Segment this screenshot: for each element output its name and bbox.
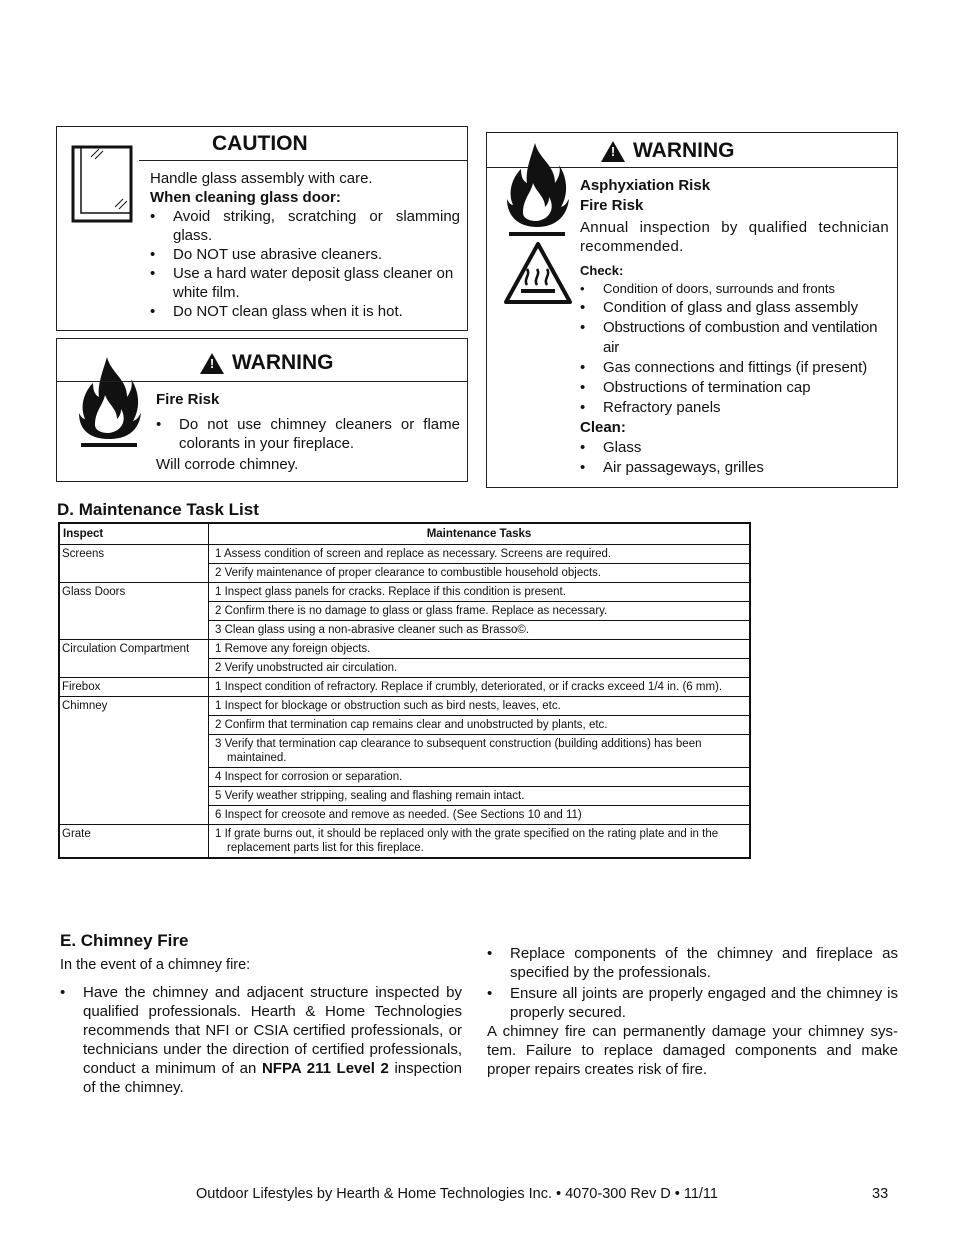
flame-icon [505,141,569,239]
table-header-row [59,523,750,545]
list-item: • Obstructions of termination cap [580,378,889,398]
list-item: • Refractory panels [580,398,889,418]
list-item [60,983,462,1097]
table-cell-task: 3 Verify that termination cap clearance to subsequent construction (building additions) has been maintained. [209,735,751,768]
warning-title-left [200,351,334,375]
flame-icon [77,355,141,449]
list-item: • Glass [580,438,889,458]
caution-divider [139,160,467,161]
table-cell-task: 1 If grate burns out, it should be replaced only with the grate specified on the rating plate and in the replacement parts list for this fireplace. [209,825,751,859]
table-cell-category: Glass Doors [59,583,209,640]
check-list [580,279,889,418]
fire-risk-label: Fire Risk [580,197,644,214]
list-item: • Gas connections and fittings (if present) [580,358,889,378]
column-header-inspect: Inspect [59,523,209,545]
list-item: • Avoid striking, scratching or slamming glass. [150,207,460,245]
table-row [59,697,750,716]
list-item: • Ensure all joints are properly engaged and the chimney is properly secured. [487,984,898,1022]
section-d-title: D. Maintenance Task List [57,500,259,519]
table-cell-category: Circulation Compartment [59,640,209,678]
clean-label: Clean: [580,419,626,436]
caution-body [150,169,460,321]
check-label: Check: [580,263,624,278]
table-row [59,825,750,859]
table-cell-category: Screens [59,545,209,583]
warning-title-right [601,139,735,163]
warning-box-inspection [486,132,898,488]
table-cell-task: 2 Verify unobstructed air circulation. [209,659,751,678]
list-item: • Use a hard water deposit glass cleaner on white film. [150,264,460,302]
table-cell-category: Grate [59,825,209,859]
list-item: • Condition of doors, surrounds and fronts [580,279,889,298]
table-cell-category: Firebox [59,678,209,697]
table-cell-task: 2 Confirm that termination cap remains clear and unobstructed by plants, etc. [209,716,751,735]
list-item: • Condition of glass and glass assembly [580,298,889,318]
table-cell-task: 1 Remove any foreign objects. [209,640,751,659]
list-item: • Do not use chimney cleaners or flame colorants in your fireplace. [156,415,460,453]
alert-icon: ! [601,141,625,162]
warning-left-body [156,390,460,474]
chimney-fire-list-right [487,944,898,1022]
table-cell-category: Chimney [59,697,209,825]
caution-line: Handle glass assembly with care. [150,170,373,187]
clean-list [580,438,889,478]
footer-text: Outdoor Lifestyles by Hearth & Home Technologies Inc. • 4070-300 Rev D • 11/11 [196,1186,718,1202]
caution-subhead: When cleaning glass door: [150,189,341,206]
table-row [59,640,750,659]
page-number: 33 [872,1186,889,1202]
warning-label: WARNING [633,139,735,162]
asphyxiation-risk-label: Asphyxiation Risk [580,177,711,194]
warning-box-fire [56,338,468,482]
list-item: • Do NOT clean glass when it is hot. [150,302,460,321]
nfpa-bold-text: NFPA 211 Level 2 [261,1060,389,1077]
caution-list [150,207,460,321]
warning-divider-left [57,381,467,382]
list-item: • Obstructions of combustion and ventilation air [580,318,889,358]
list-item: • Replace components of the chimney and fireplace as specified by the professionals. [487,944,898,982]
table-row [59,678,750,697]
table-cell-task: 1 Inspect glass panels for cracks. Replace if this condition is present. [209,583,751,602]
hot-surface-icon [503,241,573,305]
glass-door-icon [71,145,133,225]
warning-right-body [580,176,889,478]
table-cell-task: 4 Inspect for corrosion or separation. [209,768,751,787]
table-cell-task: 2 Verify maintenance of proper clearance to combustible household objects. [209,564,751,583]
maintenance-table [58,522,751,859]
table-cell-task: 6 Inspect for creosote and remove as needed. (See Sections 10 and 11) [209,806,751,825]
chimney-fire-list-left [60,983,462,1097]
table-cell-task: 3 Clean glass using a non-abrasive cleaner such as Brasso©. [209,621,751,640]
chimney-fire-intro: In the event of a chimney fire: [60,957,251,973]
bullet-text: Have the chimney and adjacent structure inspected by qualified professionals. Hearth & Home Technologies recommends that NFI or CSIA certified professionals, or technicians under the direction of certified professionals, conduct a minimum of an [83,984,462,1077]
warning-left-list [156,415,460,453]
alert-icon: ! [200,353,224,374]
table-cell-task: 1 Inspect condition of refractory. Replace if crumbly, deteriorated, or if cracks exceed 1/4 in. (6 mm). [209,678,751,697]
warning-label: WARNING [232,351,334,374]
fire-risk-label: Fire Risk [156,391,220,408]
section-e-title: E. Chimney Fire [60,931,189,950]
table-row [59,583,750,602]
bullet-text: inspection of the chimney. [83,1060,462,1096]
column-header-tasks: Maintenance Tasks [209,523,751,545]
table-row [59,545,750,564]
table-cell-task: 1 Inspect for blockage or obstruction such as bird nests, leaves, etc. [209,697,751,716]
table-cell-task: 2 Confirm there is no damage to glass or glass frame. Replace as necessary. [209,602,751,621]
caution-title: CAUTION [212,132,308,155]
table-cell-task: 1 Assess condition of screen and replace as necessary. Screens are required. [209,545,751,564]
inspection-intro: Annual inspection by qualified technician recommended. [580,219,889,255]
chimney-fire-closing: A chimney fire can permanently damage your chimney sys-tem. Failure to replace damaged components and make proper repairs creates risk of fire. [487,1023,898,1078]
table-cell-task: 5 Verify weather stripping, sealing and flashing remain intact. [209,787,751,806]
warning-left-note: Will corrode chimney. [156,456,299,473]
list-item: • Air passageways, grilles [580,458,889,478]
list-item: • Do NOT use abrasive cleaners. [150,245,460,264]
caution-box [56,126,468,331]
